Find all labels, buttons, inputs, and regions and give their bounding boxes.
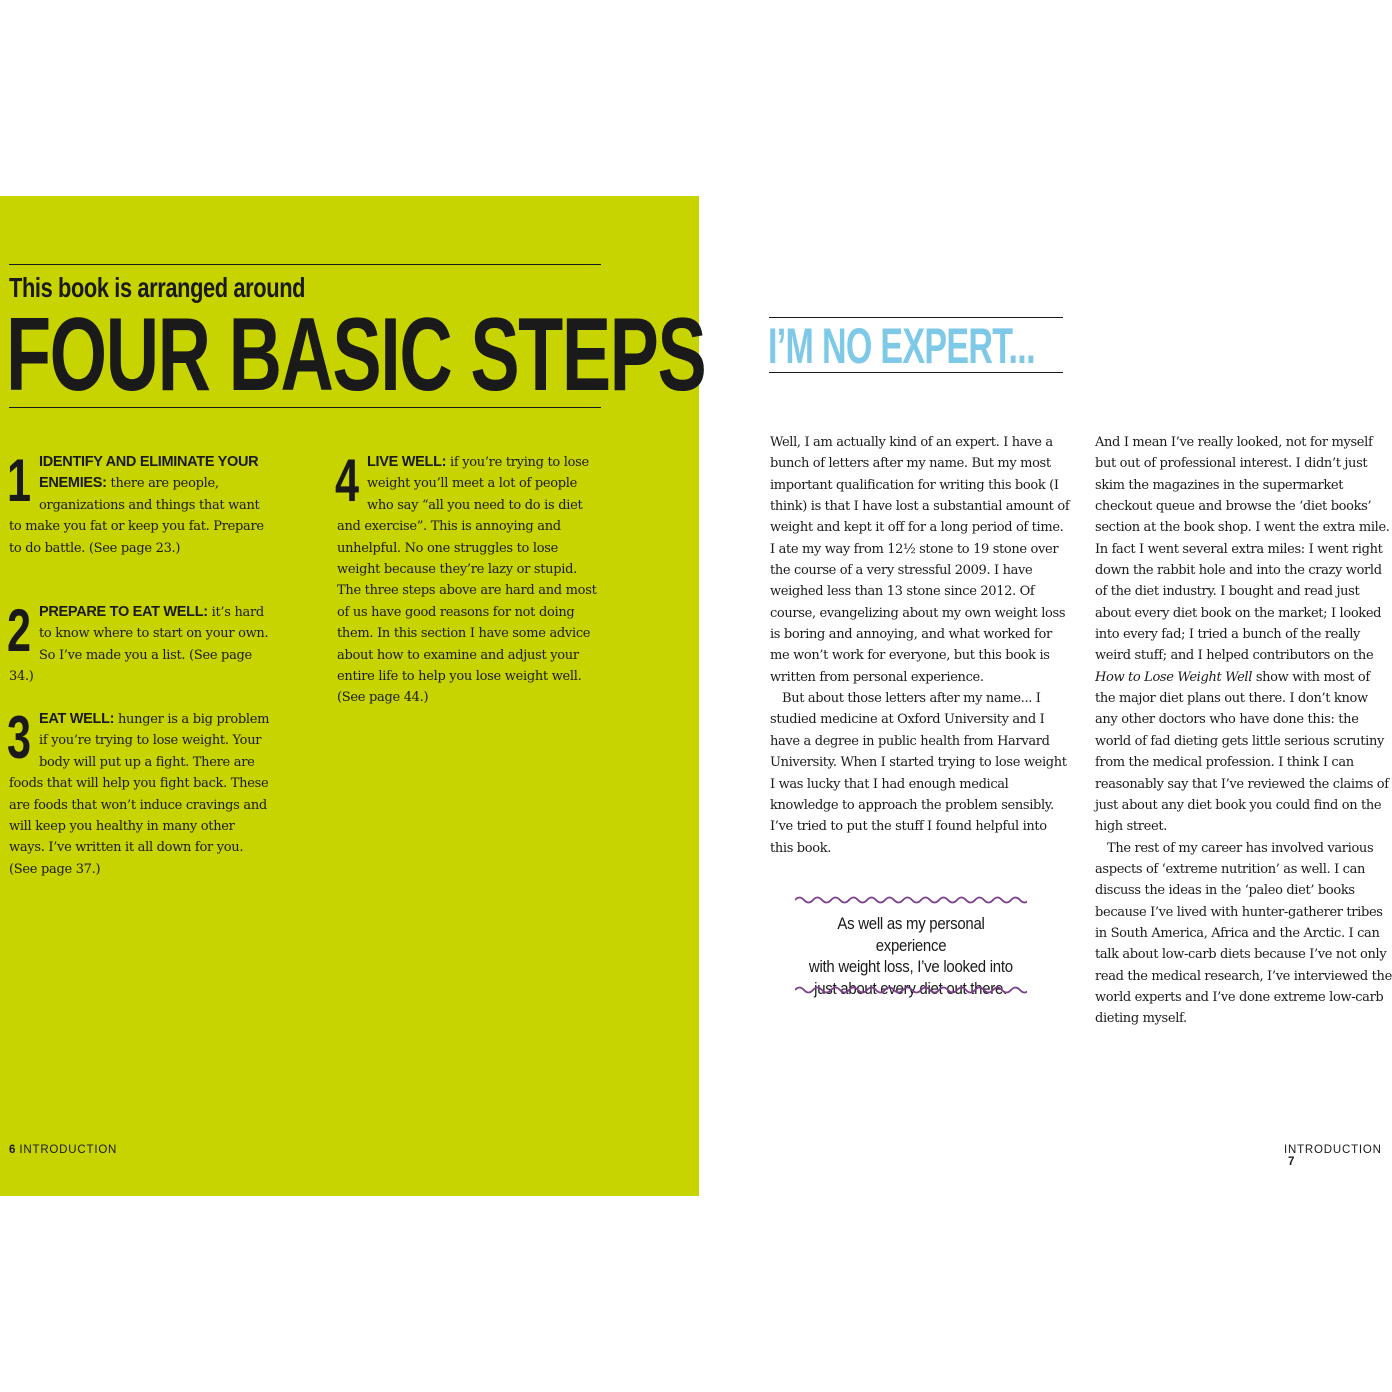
step-number: 2 [7, 597, 32, 664]
step-number: 3 [7, 704, 32, 771]
folio-label: INTRODUCTION [1284, 1144, 1382, 1156]
pull-quote-line: just about every diet out there. [814, 978, 1008, 998]
paragraph: But about those letters after my name... I studied medicine at Oxford University and I have a degree in public health from Harvard University. When I started trying to lose weight I was lucky that I had enough medical knowledge to approach the problem sensibly. I’ve tried to put the stuff I found helpful into this book. [770, 691, 1067, 856]
body-column-2 [1095, 432, 1392, 1030]
step-body: it’s hard to know where to start on your own. So I’ve made you a list. (See page 34.) [9, 605, 269, 685]
pull-quote-line: with weight loss, I’ve looked into [809, 957, 1013, 976]
step-body: there are people, organizations and things that want to make you fat or keep you fat. Prepare to do battle. (See page 23.) [9, 476, 264, 556]
page-number: 6 [9, 1144, 16, 1156]
step-body: if you’re trying to lose weight you’ll meet a lot of people who say “all you need to do is diet and exercise”. This is annoying and unhelpful. No one struggles to lose weight because they’re lazy or stupid. The three steps above are hard and most of us have good reasons for not doing them. In this section I have some advice about how to examine and adjust your entire life to help you lose weight well. (See page 44.) [337, 455, 597, 706]
paragraph: The rest of my career has involved various aspects of ‘extreme nutrition’ as well. I can discuss the ideas in the ‘paleo diet’ books because I’ve lived with hunter-gatherer tribes in South America, Africa and the Arctic. I can talk about low-carb diets because I’ve not only read the medical research, I’ve interviewed the world experts and I’ve done extreme low-carb dieting myself. [1095, 840, 1392, 1027]
wave-divider-top [795, 895, 1027, 905]
paragraph [1095, 432, 1392, 838]
step-number: 4 [335, 447, 360, 514]
folio-left [9, 1144, 117, 1156]
step-heading: LIVE WELL: [367, 454, 447, 470]
step-3 [7, 704, 271, 880]
left-page [0, 196, 706, 1196]
show-title: How to Lose Weight Well [1095, 669, 1253, 685]
step-number: 1 [7, 447, 32, 514]
body-column-1 [770, 432, 1070, 859]
step-heading: EAT WELL: [39, 711, 115, 727]
top-rule [9, 264, 601, 265]
right-bottom-rule [769, 372, 1063, 373]
step-4 [335, 447, 599, 709]
step-heading: IDENTIFY AND ELIMINATE YOUR ENEMIES: [39, 454, 259, 492]
folio-label: INTRODUCTION [19, 1144, 118, 1156]
wave-divider-bottom [795, 985, 1027, 995]
pull-quote-line: As well as my personal experience [837, 914, 985, 955]
folio-right [1284, 1144, 1392, 1168]
page-title: FOUR BASIC STEPS [6, 297, 706, 413]
paragraph: Well, I am actually kind of an expert. I have a bunch of letters after my name. But my most important qualification for writing this book (I think) is that I have lost a substantial amount of weight and kept it off for a long period of time. I ate my way from 12½ stone to 19 stone over the course of a very stressful 2009. I have weighed less than 13 stone since 2012. Of course, evangelizing about my own weight loss is boring and annoying, and what worked for me won’t work for everyone, but this book is written from personal experience. [770, 435, 1070, 685]
step-1 [7, 447, 271, 559]
bottom-rule [9, 407, 601, 408]
intro-line: This book is arranged around [9, 272, 306, 303]
step-heading: PREPARE TO EAT WELL: [39, 604, 208, 620]
step-2 [7, 597, 271, 688]
paragraph-text: show with most of the major diet plans out there. I don’t know any other doctors who have done this: the world of fad dieting gets little serious scrutiny from the medical profession. I think I can reasonably say that I’ve reviewed the claims of just about any diet book you could find on the high street. [1095, 669, 1389, 835]
step-body: hunger is a big problem if you’re trying to lose weight. Your body will put up a fight. There are foods that will help you fight back. These are foods that won’t induce cravings and will keep you healthy in many other ways. I’ve written it all down for you. (See page 37.) [9, 712, 270, 877]
paragraph-text: And I mean I’ve really looked, not for myself but out of professional interest. I didn’t just skim the magazines in the supermarket checkout queue and browse the ‘diet books’ section at the book shop. I went the extra mile. In fact I went several extra miles: I went right down the rabbit hole and into the crazy world of the diet industry. I bought and read just about every diet book on the market; I looked into every fad; I tried a bunch of the really weird stuff; and I helped contributors on the [1095, 435, 1390, 664]
section-title: I’M NO EXPERT... [768, 318, 1035, 374]
page-number: 7 [1288, 1156, 1295, 1168]
